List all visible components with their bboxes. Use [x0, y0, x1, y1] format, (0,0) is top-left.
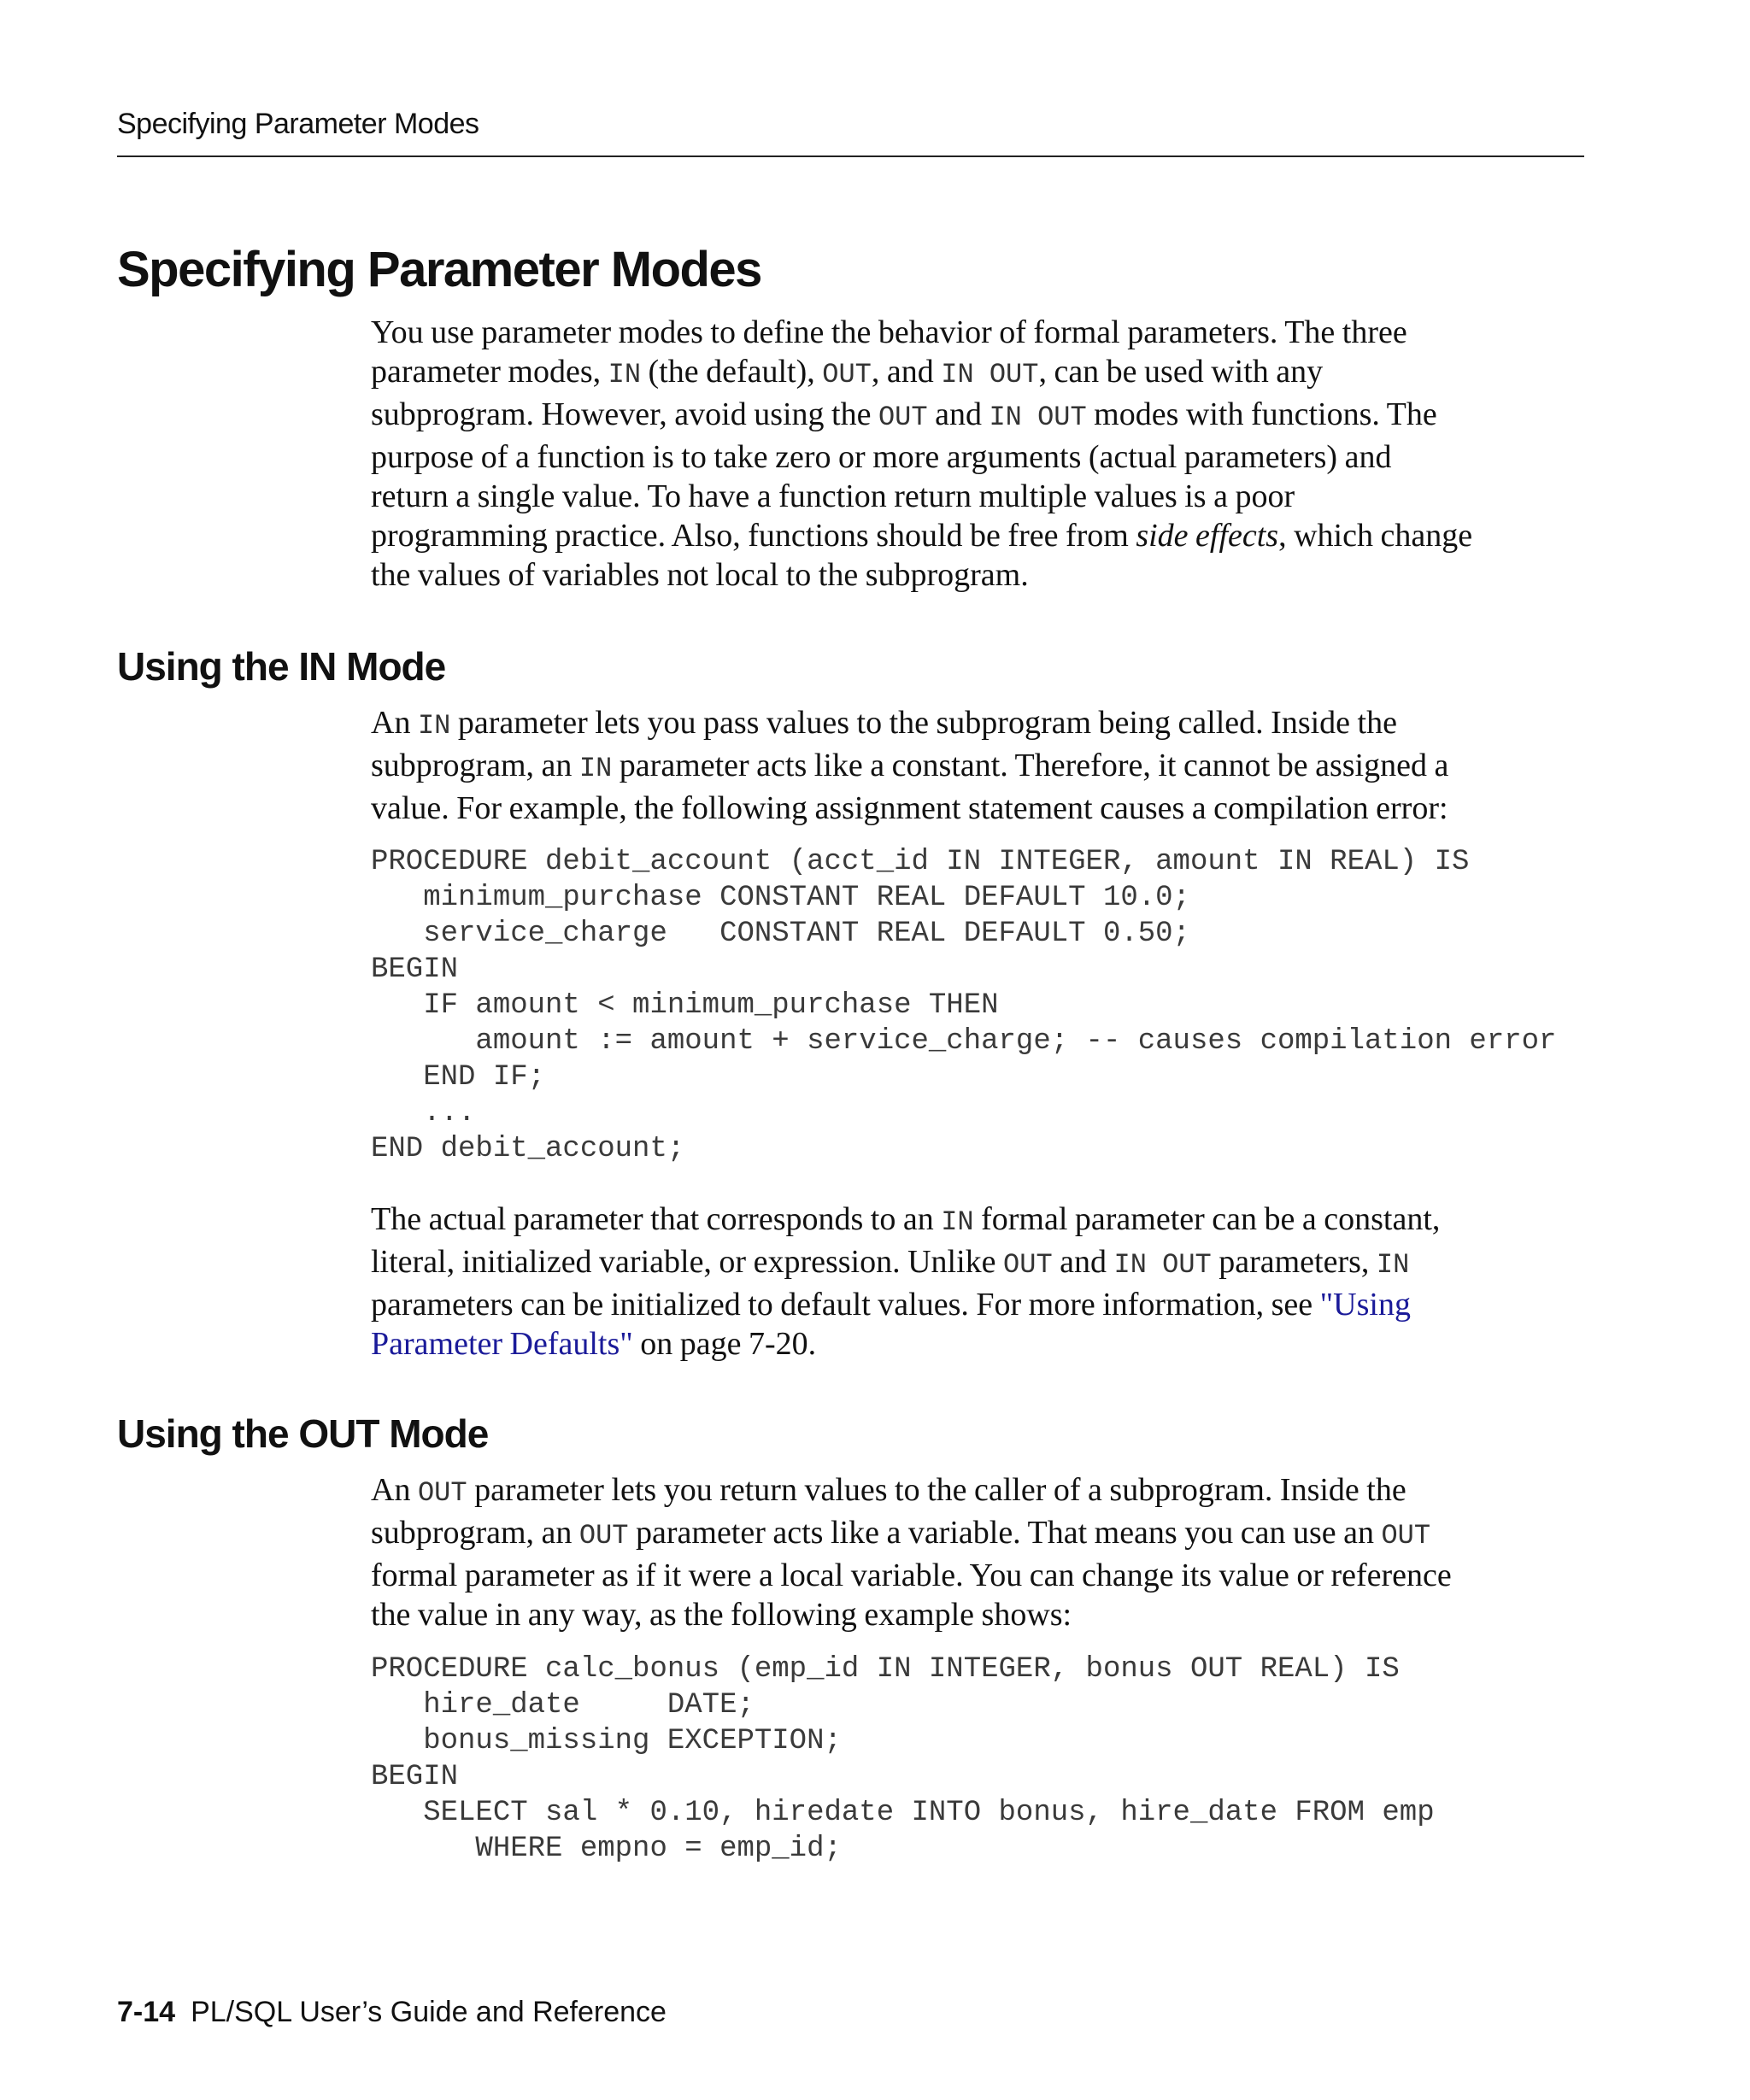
text: modes with functions. The [1086, 396, 1437, 432]
intro-line-7: the values of variables not local to the subprogram. [371, 557, 1029, 593]
code-keyword: IN [417, 710, 451, 742]
code-keyword: OUT [878, 402, 928, 433]
intro-line-6 [371, 516, 1584, 555]
in-mode-paragraph-2 [371, 1200, 1584, 1364]
in-p2-line-1 [371, 1200, 1584, 1242]
code-block-debit-account: PROCEDURE debit_account (acct_id IN INTEGER, amount IN REAL) IS minimum_purchase CONSTANT REAL DEFAULT 10.0; service_charge CONSTANT REAL DEFAULT 0.50; BEGIN IF amount < minimum_purchase THEN amount := amount + service_charge; -- causes compilation error END IF; ... END debit_account; [371, 846, 1557, 1165]
text: An [371, 705, 418, 741]
text: , and [871, 354, 942, 390]
code-keyword: IN [578, 753, 613, 784]
intro-line-2 [371, 352, 1584, 395]
code-keyword: IN OUT [989, 402, 1087, 433]
text: , can be used with any [1038, 354, 1324, 390]
header-rule [117, 155, 1584, 157]
in-p1-line-1 [371, 703, 1584, 746]
page-footer [117, 1996, 667, 2029]
text: and [927, 396, 990, 432]
text: literal, initialized variable, or expression. Unlike [371, 1244, 1004, 1280]
code-keyword: OUT [417, 1477, 467, 1509]
text: parameter modes, [371, 354, 608, 390]
code-keyword: IN OUT [1113, 1249, 1212, 1281]
text: parameter lets you pass values to the subprogram being called. Inside the [450, 705, 1397, 741]
in-p2-line-2 [371, 1242, 1584, 1285]
code-keyword: IN OUT [941, 359, 1039, 390]
text: subprogram, an [371, 748, 579, 783]
text: , which change [1278, 518, 1473, 554]
intro-line-4: purpose of a function is to take zero or more arguments (actual parameters) and [371, 439, 1392, 475]
text: programming practice. Also, functions should be free from [371, 518, 1136, 554]
intro-line-1: You use parameter modes to define the behavior of formal parameters. The three [371, 314, 1407, 350]
in-p2-line-4 [371, 1324, 1584, 1364]
in-p1-line-2 [371, 746, 1584, 789]
text: parameter lets you return values to the caller of a subprogram. Inside the [467, 1472, 1406, 1508]
code-keyword: IN [941, 1206, 974, 1238]
text: parameters can be initialized to default values. For more information, see [371, 1287, 1320, 1323]
intro-line-5: return a single value. To have a function return multiple values is a poor [371, 478, 1295, 514]
intro-line-3 [371, 395, 1584, 437]
link-using-parameter-defaults-cont[interactable]: Parameter Defaults" [371, 1326, 633, 1362]
text: subprogram, an [371, 1515, 579, 1551]
text: subprogram. However, avoid using the [371, 396, 878, 432]
intro-paragraph [371, 313, 1584, 595]
page-number: 7-14 [117, 1996, 176, 2028]
text: parameter acts like a variable. That means you can use an [628, 1515, 1382, 1551]
book-title: PL/SQL User’s Guide and Reference [191, 1996, 667, 2028]
emphasis: side effects [1136, 518, 1279, 554]
out-p1-line-3: formal parameter as if it were a local variable. You can change its value or reference [371, 1557, 1452, 1593]
code-block-calc-bonus: PROCEDURE calc_bonus (emp_id IN INTEGER, bonus OUT REAL) IS hire_date DATE; bonus_missing EXCEPTION; BEGIN SELECT sal * 0.10, hiredate INTO bonus, hire_date FROM emp WHERE empno = emp_id; [371, 1653, 1435, 1865]
code-keyword: OUT [578, 1520, 629, 1552]
text: formal parameter can be a constant, [973, 1201, 1441, 1237]
code-keyword: OUT [1003, 1249, 1053, 1281]
text: parameter acts like a constant. Therefore, it cannot be assigned a [612, 748, 1449, 783]
in-mode-paragraph-1 [371, 703, 1584, 828]
text: and [1052, 1244, 1114, 1280]
link-using-parameter-defaults[interactable]: "Using [1319, 1287, 1411, 1323]
code-keyword: IN [1376, 1249, 1410, 1281]
text: (the default), [641, 354, 823, 390]
out-p1-line-1 [371, 1470, 1584, 1513]
heading-out-mode: Using the OUT Mode [117, 1411, 489, 1456]
text: parameters, [1211, 1244, 1377, 1280]
in-p1-line-3: value. For example, the following assignment statement causes a compilation error: [371, 790, 1448, 826]
out-p1-line-4: the value in any way, as the following example shows: [371, 1597, 1072, 1633]
text: An [371, 1472, 418, 1508]
code-keyword: OUT [1381, 1520, 1431, 1552]
in-p2-line-3 [371, 1285, 1584, 1324]
code-keyword: OUT [822, 359, 872, 390]
text: on page 7-20. [632, 1326, 817, 1362]
page-title: Specifying Parameter Modes [117, 242, 761, 297]
running-header: Specifying Parameter Modes [117, 108, 479, 140]
out-p1-line-2 [371, 1513, 1584, 1556]
code-keyword: IN [608, 359, 642, 390]
heading-in-mode: Using the IN Mode [117, 644, 446, 689]
text: The actual parameter that corresponds to an [371, 1201, 942, 1237]
out-mode-paragraph-1 [371, 1470, 1584, 1634]
